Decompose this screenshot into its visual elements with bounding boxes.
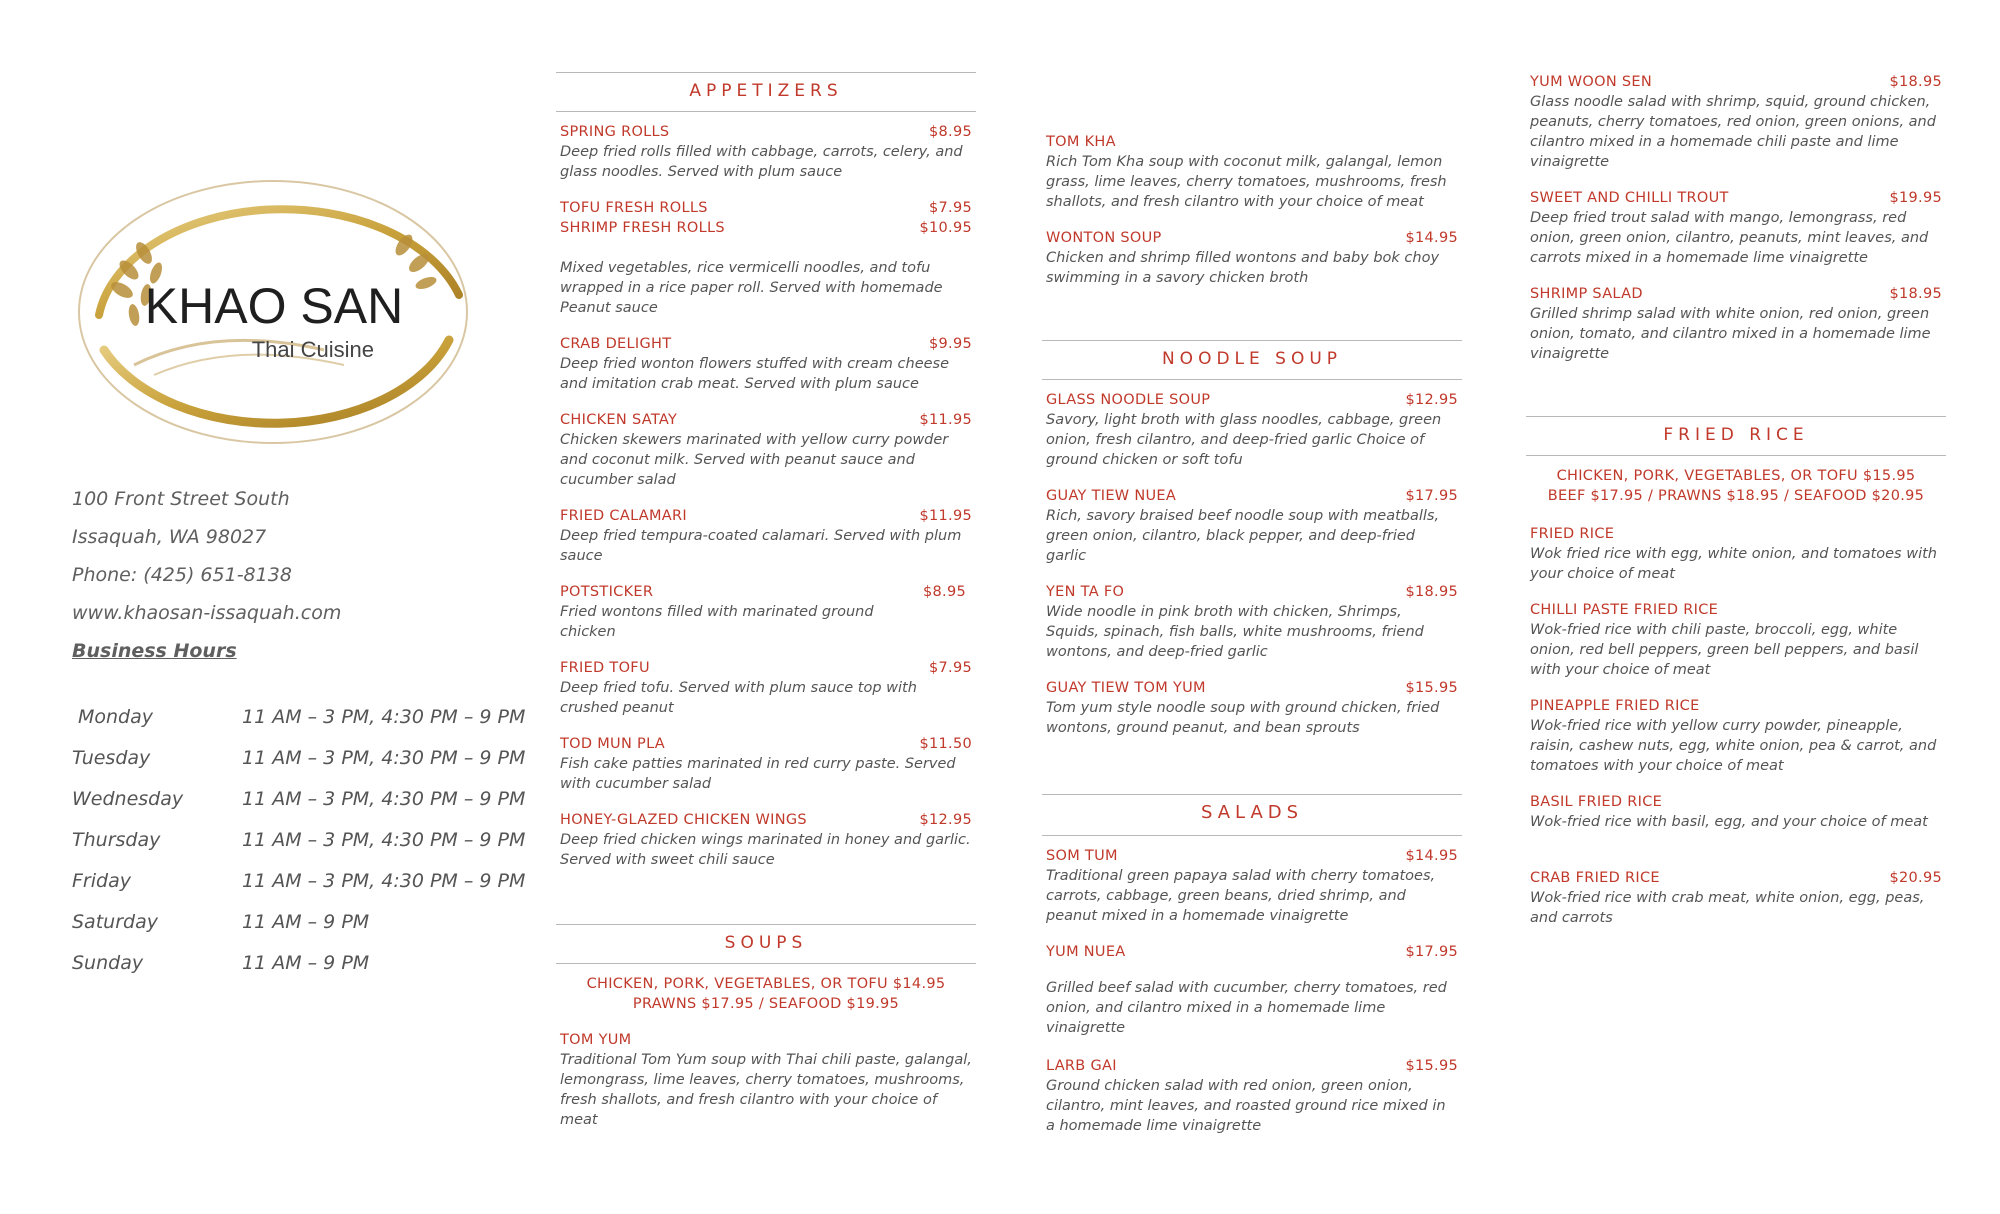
item-name: FRIED TOFU xyxy=(560,660,650,676)
menu-column-3 xyxy=(1042,72,1462,1152)
menu-item xyxy=(560,734,972,794)
item-name: POTSTICKER xyxy=(560,584,654,600)
item-name: CHICKEN SATAY xyxy=(560,412,678,428)
item-price: $7.95 xyxy=(928,660,972,676)
item-name: FRIED RICE xyxy=(1530,526,1615,542)
menu-item xyxy=(560,582,972,642)
hours-time: 11 AM – 3 PM, 4:30 PM – 9 PM xyxy=(242,829,526,851)
item-price: $15.95 xyxy=(1405,680,1458,696)
item-description: Wok-fried rice with crab meat, white onion, egg, peas, and carrots xyxy=(1530,890,1925,926)
contact-info xyxy=(72,486,512,676)
menu-column-4 xyxy=(1526,72,1946,1152)
item-price: $11.95 xyxy=(919,508,972,524)
menu-item xyxy=(560,198,972,218)
item-name: FRIED CALAMARI xyxy=(560,508,687,524)
item-name: SOM TUM xyxy=(1046,848,1118,864)
item-name: TOFU FRESH ROLLS xyxy=(560,200,708,216)
item-price: $15.95 xyxy=(1405,1058,1458,1074)
item-description: Tom yum style noodle soup with ground chicken, fried wontons, ground peanut, and bean sprouts xyxy=(1046,700,1440,736)
item-price: $18.95 xyxy=(1405,584,1458,600)
item-description: Wide noodle in pink broth with chicken, Shrimps, Squids, spinach, fish balls, white mushrooms, friend wontons, and deep-fried garlic xyxy=(1046,604,1424,660)
hours-time: 11 AM – 9 PM xyxy=(242,911,370,933)
fried-rice-header: FRIED RICE xyxy=(1526,416,1946,456)
item-price: $14.95 xyxy=(1405,848,1458,864)
item-description: Savory, light broth with glass noodles, cabbage, green onion, fresh cilantro, and deep-fried garlic Choice of ground chicken or soft tofu xyxy=(1046,412,1442,468)
item-name: WONTON SOUP xyxy=(1046,230,1162,246)
item-name: SHRIMP SALAD xyxy=(1530,286,1643,302)
soups-price-note-1: CHICKEN, PORK, VEGETABLES, OR TOFU $14.95 xyxy=(586,976,946,992)
item-description: Wok fried rice with egg, white onion, and tomatoes with your choice of meat xyxy=(1530,546,1937,582)
item-description: Deep fried rolls filled with cabbage, carrots, celery, and glass noodles. Served with plum sauce xyxy=(560,144,963,180)
menu-item xyxy=(560,218,972,238)
menu-item xyxy=(1530,868,1942,928)
item-name: TOD MUN PLA xyxy=(560,736,665,752)
menu-item xyxy=(1046,942,1458,962)
item-name: YUM WOON SEN xyxy=(1530,74,1653,90)
item-price: $14.95 xyxy=(1405,230,1458,246)
appetizers-header: APPETIZERS xyxy=(556,72,976,112)
logo-tagline: Thai Cuisine xyxy=(251,337,374,362)
item-name: SHRIMP FRESH ROLLS xyxy=(560,220,725,236)
menu-item xyxy=(1046,132,1458,212)
item-description: Grilled beef salad with cucumber, cherry tomatoes, red onion, and cilantro mixed in a homemade lime vinaigrette xyxy=(1046,980,1447,1036)
item-price: $12.95 xyxy=(919,812,972,828)
noodle-soup-header: NOODLE SOUP xyxy=(1042,340,1462,380)
address-line-2: Issaquah, WA 98027 xyxy=(72,526,267,548)
fried-rice-price-note-2: BEEF $17.95 / PRAWNS $18.95 / SEAFOOD $20.95 xyxy=(1547,488,1925,504)
menu-item xyxy=(1046,1056,1458,1136)
item-name: BASIL FRIED RICE xyxy=(1530,794,1663,810)
item-description: Chicken skewers marinated with yellow curry powder and coconut milk. Served with peanut sauce and cucumber salad xyxy=(560,432,949,488)
hours-row xyxy=(72,868,532,909)
item-price: $11.50 xyxy=(919,736,972,752)
phone-number: Phone: (425) 651-8138 xyxy=(72,564,292,586)
menu-item xyxy=(560,506,972,566)
menu-column-2 xyxy=(556,72,976,1152)
soups-price-note-2: PRAWNS $17.95 / SEAFOOD $19.95 xyxy=(632,996,900,1012)
item-price: $17.95 xyxy=(1405,488,1458,504)
menu-item xyxy=(1046,582,1458,662)
item-price: $18.95 xyxy=(1889,286,1942,302)
hours-time: 11 AM – 3 PM, 4:30 PM – 9 PM xyxy=(242,706,526,728)
menu-item xyxy=(1046,228,1458,288)
hours-day: Thursday xyxy=(72,829,161,851)
item-description: Mixed vegetables, rice vermicelli noodles, and tofu wrapped in a rice paper roll. Served with homemade Peanut sauce xyxy=(560,260,943,316)
menu-item xyxy=(1530,600,1942,680)
item-name: TOM KHA xyxy=(1046,134,1116,150)
item-price: $20.95 xyxy=(1889,870,1942,886)
hours-time: 11 AM – 3 PM, 4:30 PM – 9 PM xyxy=(242,870,526,892)
item-price: $9.95 xyxy=(928,336,972,352)
menu-item xyxy=(1530,284,1942,364)
item-description: Glass noodle salad with shrimp, squid, ground chicken, peanuts, cherry tomatoes, red onion, green onions, and cilantro mixed in a homemade chili paste and lime vinaigrette xyxy=(1530,94,1936,170)
salads-header: SALADS xyxy=(1042,794,1462,836)
menu-item xyxy=(1530,524,1942,584)
business-hours-table xyxy=(72,704,532,991)
hours-row xyxy=(72,950,532,991)
menu-item xyxy=(1530,792,1942,832)
item-description: Wok-fried rice with yellow curry powder, pineapple, raisin, cashew nuts, egg, white onion, pea & carrot, and tomatoes with your choice of meat xyxy=(1530,718,1937,774)
item-description: Grilled shrimp salad with white onion, red onion, green onion, tomato, and cilantro mixed in a homemade lime vinaigrette xyxy=(1530,306,1931,362)
menu-item xyxy=(560,658,972,718)
item-description: Deep fried wonton flowers stuffed with cream cheese and imitation crab meat. Served with plum sauce xyxy=(560,356,950,392)
item-name: SPRING ROLLS xyxy=(560,124,670,140)
item-price: $12.95 xyxy=(1405,392,1458,408)
hours-time: 11 AM – 9 PM xyxy=(242,952,370,974)
item-name: CRAB DELIGHT xyxy=(560,336,672,352)
item-description: Fried wontons filled with marinated ground chicken xyxy=(560,604,874,640)
item-name: CHILLI PASTE FRIED RICE xyxy=(1530,602,1719,618)
hours-day: Sunday xyxy=(72,952,144,974)
item-description: Ground chicken salad with red onion, green onion, cilantro, mint leaves, and roasted ground rice mixed in a homemade lime vinaigrette xyxy=(1046,1078,1446,1134)
item-description: Chicken and shrimp filled wontons and baby bok choy swimming in a savory chicken broth xyxy=(1046,250,1440,286)
hours-row xyxy=(72,827,532,868)
item-name: PINEAPPLE FRIED RICE xyxy=(1530,698,1700,714)
item-name: HONEY-GLAZED CHICKEN WINGS xyxy=(560,812,807,828)
item-description: Deep fried tofu. Served with plum sauce top with crushed peanut xyxy=(560,680,917,716)
item-price: $18.95 xyxy=(1889,74,1942,90)
item-description: Rich Tom Kha soup with coconut milk, galangal, lemon grass, lime leaves, cherry tomatoes, mushrooms, fresh shallots, and fresh cilantro with your choice of meat xyxy=(1046,154,1447,210)
website-link: www.khaosan-issaquah.com xyxy=(72,602,342,624)
soups-header: SOUPS xyxy=(556,924,976,964)
hours-day: Monday xyxy=(78,706,154,728)
fried-rice-price-note-1: CHICKEN, PORK, VEGETABLES, OR TOFU $15.95 xyxy=(1556,468,1916,484)
logo-graphic xyxy=(74,175,472,450)
item-price: $7.95 xyxy=(928,200,972,216)
item-price: $10.95 xyxy=(919,220,972,236)
hours-row xyxy=(72,704,532,745)
item-description: Traditional Tom Yum soup with Thai chili paste, galangal, lemongrass, lime leaves, cherry tomatoes, mushrooms, fresh shallots, and fresh cilantro with your choice of meat xyxy=(560,1052,972,1128)
menu-item xyxy=(560,810,972,870)
item-description: Fish cake patties marinated in red curry paste. Served with cucumber salad xyxy=(560,756,956,792)
menu-item xyxy=(1046,390,1458,470)
hours-day: Tuesday xyxy=(72,747,151,769)
logo-name: KHAO SAN xyxy=(144,278,404,334)
menu-item xyxy=(560,122,972,182)
item-name: YUM NUEA xyxy=(1046,944,1126,960)
item-name: GUAY TIEW NUEA xyxy=(1046,488,1177,504)
business-hours-title: Business Hours xyxy=(72,640,237,662)
item-description: Deep fried chicken wings marinated in honey and garlic. Served with sweet chili sauce xyxy=(560,832,971,868)
item-description: Rich, savory braised beef noodle soup with meatballs, green onion, cilantro, black pepper, and deep-fried garlic xyxy=(1046,508,1440,564)
item-price: $17.95 xyxy=(1405,944,1458,960)
item-name: TOM YUM xyxy=(560,1032,632,1048)
hours-time: 11 AM – 3 PM, 4:30 PM – 9 PM xyxy=(242,747,526,769)
item-price: $19.95 xyxy=(1889,190,1942,206)
menu-item xyxy=(560,1030,972,1130)
item-description: Wok-fried rice with chili paste, broccoli, egg, white onion, red bell peppers, green bell peppers, and basil with your choice of meat xyxy=(1530,622,1919,678)
item-description: Deep fried tempura-coated calamari. Served with plum sauce xyxy=(560,528,962,564)
item-name: CRAB FRIED RICE xyxy=(1530,870,1660,886)
hours-row xyxy=(72,745,532,786)
menu-item xyxy=(1046,978,1458,1038)
item-price: $11.95 xyxy=(919,412,972,428)
menu-item xyxy=(1530,188,1942,268)
item-price: $8.95 xyxy=(922,584,966,600)
item-name: GLASS NOODLE SOUP xyxy=(1046,392,1211,408)
menu-item xyxy=(560,334,972,394)
menu-item xyxy=(1530,72,1942,172)
item-description: Wok-fried rice with basil, egg, and your choice of meat xyxy=(1530,814,1928,830)
hours-row xyxy=(72,909,532,950)
item-name: SWEET AND CHILLI TROUT xyxy=(1530,190,1729,206)
menu-item xyxy=(560,410,972,490)
item-description: Traditional green papaya salad with cherry tomatoes, carrots, cabbage, green beans, dried shrimp, and peanut mixed in a homemade vinaigrette xyxy=(1046,868,1436,924)
address-line-1: 100 Front Street South xyxy=(72,488,290,510)
item-name: YEN TA FO xyxy=(1046,584,1125,600)
menu-item xyxy=(560,258,972,318)
item-price: $8.95 xyxy=(928,124,972,140)
hours-row xyxy=(72,786,532,827)
menu-item xyxy=(1530,696,1942,776)
restaurant-logo xyxy=(74,175,472,450)
item-name: GUAY TIEW TOM YUM xyxy=(1046,680,1206,696)
item-name: LARB GAI xyxy=(1046,1058,1117,1074)
menu-item xyxy=(1046,678,1458,738)
hours-day: Saturday xyxy=(72,911,158,933)
hours-day: Wednesday xyxy=(72,788,184,810)
item-description: Deep fried trout salad with mango, lemongrass, red onion, green onion, cilantro, peanuts, mint leaves, and carrots mixed in a homemade lime vinaigrette xyxy=(1530,210,1929,266)
hours-time: 11 AM – 3 PM, 4:30 PM – 9 PM xyxy=(242,788,526,810)
menu-item xyxy=(1046,486,1458,566)
hours-day: Friday xyxy=(72,870,131,892)
menu-item xyxy=(1046,846,1458,926)
